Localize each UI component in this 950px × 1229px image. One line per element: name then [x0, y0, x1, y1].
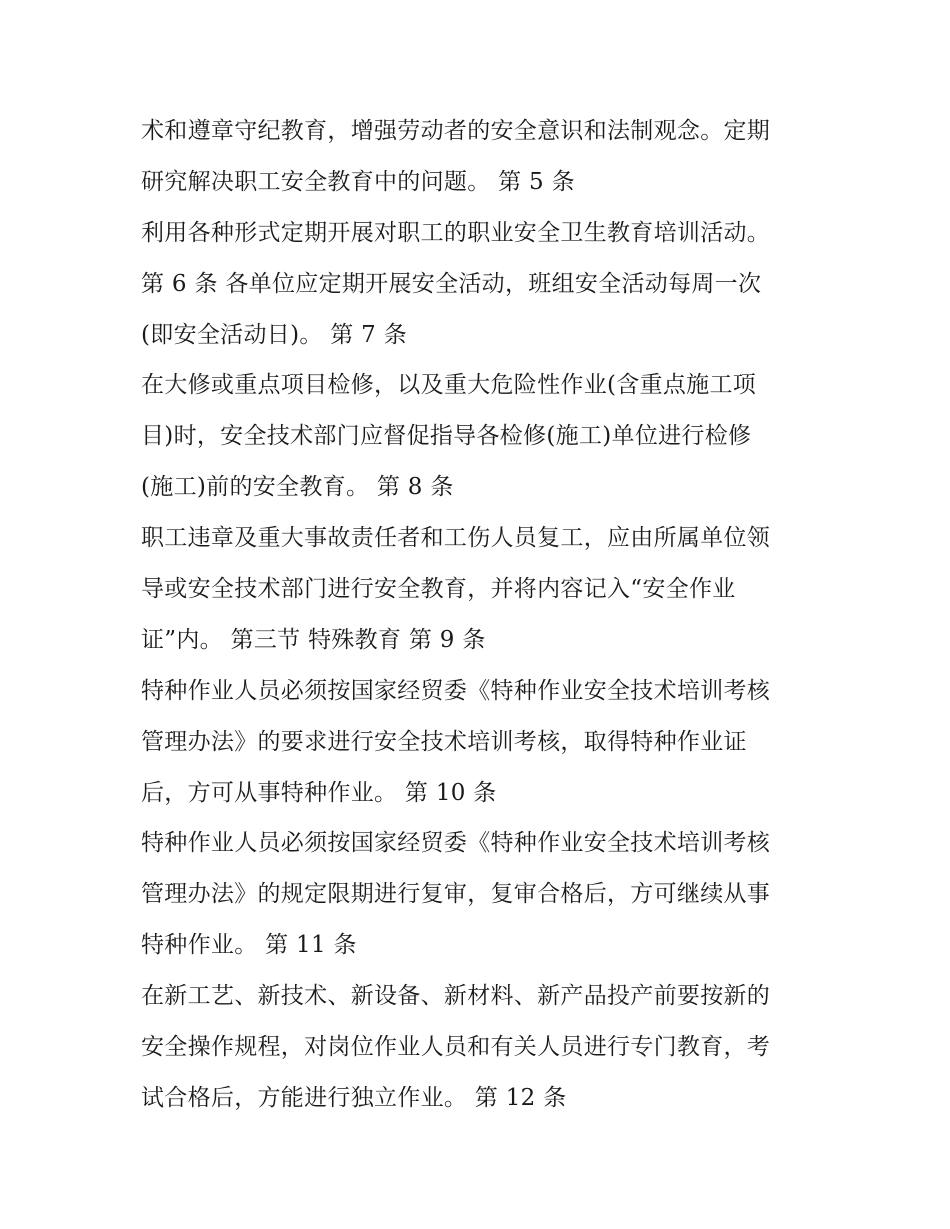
text-line: 安全操作规程，对岗位作业人员和有关人员进行专门教育，考	[141, 1034, 771, 1061]
text-line: 后，方可从事特种作业。 第 10 条	[141, 779, 497, 806]
text-line: 职工违章及重大事故责任者和工伤人员复工，应由所属单位领	[141, 525, 771, 552]
text-line: 研究解决职工安全教育中的问题。 第 5 条	[141, 168, 575, 195]
text-line: 在新工艺、新技术、新设备、新材料、新产品投产前要按新的	[141, 983, 771, 1010]
text-line: 特种作业人员必须按国家经贸委《特种作业安全技术培训考核	[141, 677, 771, 704]
text-line: 利用各种形式定期开展对职工的职业安全卫生教育培训活动。	[141, 219, 771, 246]
text-line: (即安全活动日)。 第 7 条	[141, 321, 408, 348]
text-line: 管理办法》的要求进行安全技术培训考核，取得特种作业证	[141, 728, 747, 755]
text-line: 在大修或重点项目检修，以及重大危险性作业(含重点施工项	[141, 372, 757, 399]
text-line: 第 6 条 各单位应定期开展安全活动，班组安全活动每周一次	[141, 270, 762, 297]
text-line: 试合格后，方能进行独立作业。 第 12 条	[141, 1084, 567, 1111]
text-line: 特种作业。 第 11 条	[141, 932, 357, 959]
text-line: 术和遵章守纪教育，增强劳动者的安全意识和法制观念。定期	[141, 118, 771, 144]
text-line: 目)时，安全技术部门应督促指导各检修(施工)单位进行检修	[141, 423, 752, 450]
text-line: 导或安全技术部门进行安全教育，并将内容记入“安全作业	[141, 576, 736, 603]
text-line: 管理办法》的规定限期进行复审，复审合格后，方可继续从事	[141, 881, 771, 908]
text-line: 证”内。 第三节 特殊教育 第 9 条	[141, 626, 486, 653]
text-line: (施工)前的安全教育。 第 8 条	[141, 474, 454, 501]
document-body	[141, 106, 831, 1124]
text-line: 特种作业人员必须按国家经贸委《特种作业安全技术培训考核	[141, 830, 771, 857]
